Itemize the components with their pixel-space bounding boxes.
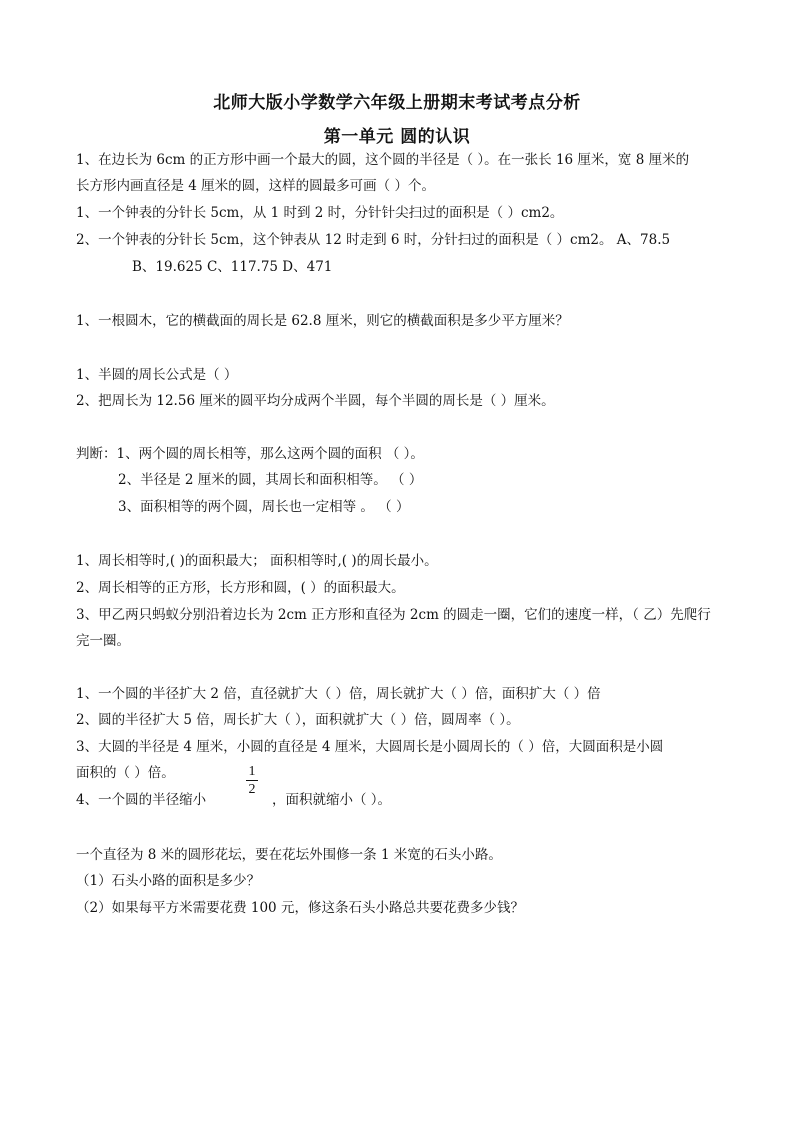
text-line: 面积的（ ）倍。 [76, 765, 175, 781]
text-line: 1、一个圆的半径扩大 2 倍，直径就扩大（ ）倍，周长就扩大（ ）倍，面积扩大（ ）倍 [76, 686, 601, 702]
fraction-numerator: 1 [248, 764, 256, 779]
unit-heading: 第一单元 圆的认识 [323, 127, 471, 147]
text-line: 2、周长相等的正方形，长方形和圆，( ）的面积最大。 [76, 580, 405, 596]
text-line: 完一圈。 [76, 633, 130, 649]
text-line: 长方形内画直径是 4 厘米的圆，这样的圆最多可画（ ）个。 [76, 178, 435, 194]
text-line: 1、在边长为 6cm 的正方形中画一个最大的圆，这个圆的半径是（ ）。在一张长 16 厘米，宽 8 厘米的 [76, 152, 690, 168]
text-line: 一个直径为 8 米的圆形花坛，要在花坛外围修一条 1 米宽的石头小路。 [76, 847, 502, 863]
text-line: 1、一个钟表的分针长 5cm，从 1 时到 2 时，分针针尖扫过的面积是（ ）cm2。 [76, 205, 564, 221]
text-line: B、19.625 C、117.75 D、471 [132, 259, 333, 275]
text-line: （2）如果每平方米需要花费 100 元，修这条石头小路总共要花费多少钱？ [76, 900, 524, 916]
text-line: 1、半圆的周长公式是（ ） [76, 367, 238, 383]
text-line: 3、大圆的半径是 4 厘米，小圆的直径是 4 厘米，大圆周长是小圆周长的（ ）倍，大圆面积是小圆 [76, 739, 664, 755]
text-line: 4、一个圆的半径缩小 [76, 792, 207, 808]
text-line: 1、周长相等时,( )的面积最大； 面积相等时,( )的周长最小。 [76, 553, 438, 569]
text-line: 2、半径是 2 厘米的圆，其周长和面积相等。 （ ） [118, 472, 423, 488]
text-line: 2、圆的半径扩大 5 倍，周长扩大（ ），面积就扩大（ ）倍，圆周率（ ）。 [76, 712, 520, 728]
text-line: 2、一个钟表的分针长 5cm，这个钟表从 12 时走到 6 时，分针扫过的面积是（ ）cm2。 A、78.5 [76, 232, 671, 248]
text-line: 3、面积相等的两个圆，周长也一定相等 。 （ ） [118, 499, 410, 515]
text-line: 3、甲乙两只蚂蚁分别沿着边长为 2cm 正方形和直径为 2cm 的圆走一圈，它们的速度一样，（ 乙）先爬行 [76, 607, 711, 623]
text-line: ，面积就缩小（ ）。 [272, 792, 392, 808]
text-line: 2、把周长为 12.56 厘米的圆平均分成两个半圆，每个半圆的周长是（ ）厘米。 [76, 393, 555, 409]
document-title: 北师大版小学数学六年级上册期末考试考点分析 [213, 93, 581, 113]
fraction-one-half [245, 763, 259, 798]
text-line: 1、一根圆木，它的横截面的周长是 62.8 厘米，则它的横截面积是多少平方厘米？ [76, 313, 569, 329]
text-line: 判断：1、两个圆的周长相等，那么这两个圆的面积 （ ）。 [76, 446, 424, 462]
text-line: （1）石头小路的面积是多少？ [76, 873, 261, 889]
fraction-denominator: 2 [248, 782, 256, 797]
